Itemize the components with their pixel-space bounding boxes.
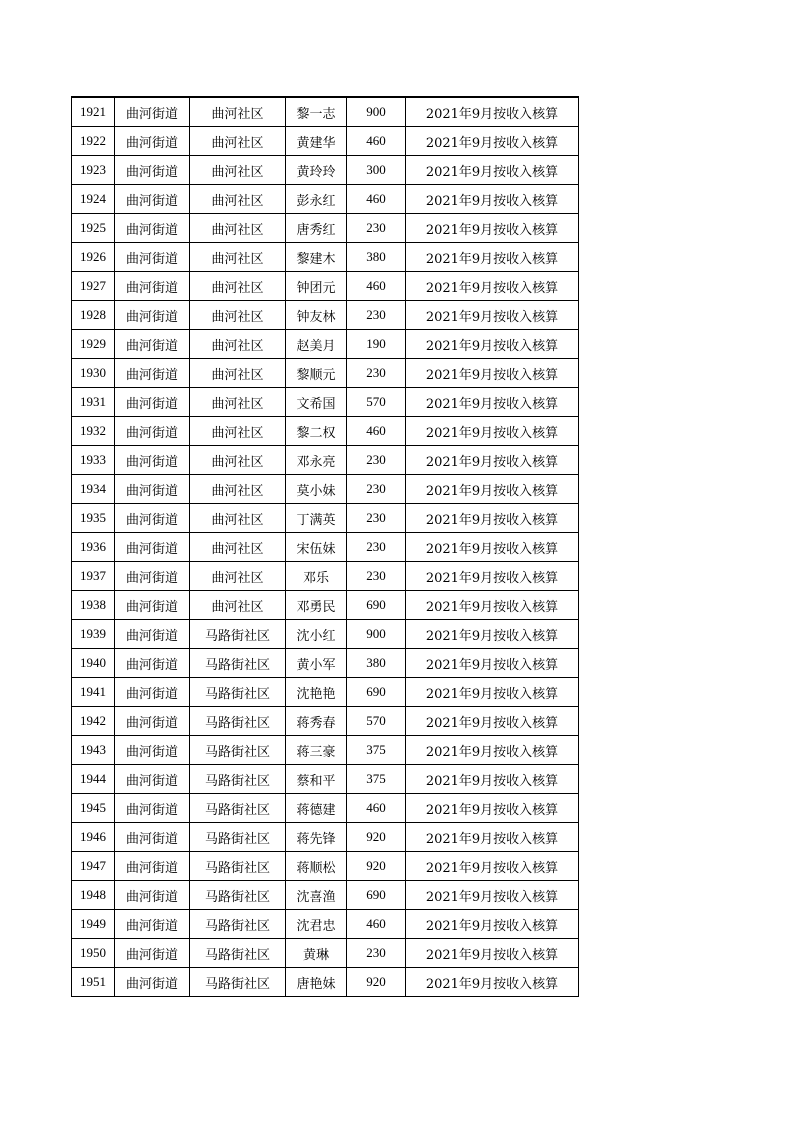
table-row (72, 823, 579, 852)
cell-name: 钟友林 (286, 301, 347, 330)
cell-street: 曲河街道 (115, 127, 190, 156)
table-row (72, 562, 579, 591)
cell-method: 2021年9月按收入核算 (406, 301, 579, 330)
cell-method: 2021年9月按收入核算 (406, 910, 579, 939)
cell-name: 文希国 (286, 388, 347, 417)
cell-method: 2021年9月按收入核算 (406, 649, 579, 678)
cell-method: 2021年9月按收入核算 (406, 127, 579, 156)
cell-id: 1937 (72, 562, 115, 591)
cell-community: 曲河社区 (190, 533, 286, 562)
cell-community: 曲河社区 (190, 591, 286, 620)
cell-method: 2021年9月按收入核算 (406, 939, 579, 968)
cell-street: 曲河街道 (115, 707, 190, 736)
cell-id: 1932 (72, 417, 115, 446)
cell-community: 马路街社区 (190, 620, 286, 649)
table-row (72, 330, 579, 359)
cell-amount: 570 (347, 388, 406, 417)
cell-id: 1927 (72, 272, 115, 301)
cell-amount: 190 (347, 330, 406, 359)
table-row (72, 97, 579, 127)
table-row (72, 533, 579, 562)
table-row (72, 156, 579, 185)
cell-community: 马路街社区 (190, 794, 286, 823)
cell-street: 曲河街道 (115, 359, 190, 388)
table-row (72, 968, 579, 997)
cell-method: 2021年9月按收入核算 (406, 794, 579, 823)
cell-name: 莫小妹 (286, 475, 347, 504)
cell-amount: 230 (347, 504, 406, 533)
cell-id: 1947 (72, 852, 115, 881)
cell-amount: 380 (347, 243, 406, 272)
cell-community: 曲河社区 (190, 475, 286, 504)
cell-method: 2021年9月按收入核算 (406, 97, 579, 127)
cell-name: 蒋三豪 (286, 736, 347, 765)
cell-street: 曲河街道 (115, 504, 190, 533)
cell-street: 曲河街道 (115, 620, 190, 649)
cell-community: 曲河社区 (190, 330, 286, 359)
cell-street: 曲河街道 (115, 881, 190, 910)
cell-street: 曲河街道 (115, 243, 190, 272)
cell-amount: 375 (347, 736, 406, 765)
cell-street: 曲河街道 (115, 765, 190, 794)
cell-community: 马路街社区 (190, 910, 286, 939)
cell-method: 2021年9月按收入核算 (406, 417, 579, 446)
table-row (72, 794, 579, 823)
table-row (72, 678, 579, 707)
cell-community: 马路街社区 (190, 939, 286, 968)
table-row (72, 504, 579, 533)
cell-street: 曲河街道 (115, 97, 190, 127)
cell-street: 曲河街道 (115, 736, 190, 765)
cell-id: 1922 (72, 127, 115, 156)
cell-community: 曲河社区 (190, 127, 286, 156)
cell-method: 2021年9月按收入核算 (406, 156, 579, 185)
cell-amount: 570 (347, 707, 406, 736)
cell-street: 曲河街道 (115, 185, 190, 214)
cell-name: 黄建华 (286, 127, 347, 156)
cell-method: 2021年9月按收入核算 (406, 881, 579, 910)
cell-name: 黎顺元 (286, 359, 347, 388)
cell-method: 2021年9月按收入核算 (406, 359, 579, 388)
table-row (72, 417, 579, 446)
cell-community: 马路街社区 (190, 649, 286, 678)
cell-id: 1938 (72, 591, 115, 620)
table-row (72, 243, 579, 272)
cell-community: 曲河社区 (190, 446, 286, 475)
cell-community: 曲河社区 (190, 272, 286, 301)
cell-name: 蒋顺松 (286, 852, 347, 881)
cell-name: 邓乐 (286, 562, 347, 591)
cell-street: 曲河街道 (115, 446, 190, 475)
cell-community: 马路街社区 (190, 707, 286, 736)
table-row (72, 707, 579, 736)
cell-id: 1930 (72, 359, 115, 388)
table-row (72, 185, 579, 214)
cell-street: 曲河街道 (115, 562, 190, 591)
table-row (72, 620, 579, 649)
cell-amount: 375 (347, 765, 406, 794)
cell-street: 曲河街道 (115, 533, 190, 562)
cell-id: 1945 (72, 794, 115, 823)
cell-community: 马路街社区 (190, 736, 286, 765)
table-row (72, 388, 579, 417)
cell-method: 2021年9月按收入核算 (406, 272, 579, 301)
cell-amount: 900 (347, 97, 406, 127)
cell-id: 1936 (72, 533, 115, 562)
table-row (72, 765, 579, 794)
cell-method: 2021年9月按收入核算 (406, 562, 579, 591)
cell-name: 唐秀红 (286, 214, 347, 243)
cell-id: 1931 (72, 388, 115, 417)
cell-street: 曲河街道 (115, 591, 190, 620)
table-body (72, 97, 579, 997)
cell-amount: 900 (347, 620, 406, 649)
cell-community: 马路街社区 (190, 881, 286, 910)
table-row (72, 649, 579, 678)
cell-id: 1924 (72, 185, 115, 214)
cell-id: 1948 (72, 881, 115, 910)
cell-amount: 230 (347, 475, 406, 504)
cell-id: 1934 (72, 475, 115, 504)
cell-method: 2021年9月按收入核算 (406, 765, 579, 794)
cell-amount: 380 (347, 649, 406, 678)
cell-community: 马路街社区 (190, 678, 286, 707)
cell-method: 2021年9月按收入核算 (406, 678, 579, 707)
cell-name: 丁满英 (286, 504, 347, 533)
cell-method: 2021年9月按收入核算 (406, 707, 579, 736)
cell-community: 曲河社区 (190, 417, 286, 446)
cell-method: 2021年9月按收入核算 (406, 968, 579, 997)
cell-name: 黎建木 (286, 243, 347, 272)
cell-id: 1942 (72, 707, 115, 736)
cell-amount: 460 (347, 185, 406, 214)
table-row (72, 272, 579, 301)
table-row (72, 359, 579, 388)
cell-amount: 460 (347, 127, 406, 156)
cell-name: 沈君忠 (286, 910, 347, 939)
table-row (72, 475, 579, 504)
cell-street: 曲河街道 (115, 939, 190, 968)
cell-community: 马路街社区 (190, 852, 286, 881)
table-row (72, 881, 579, 910)
cell-community: 马路街社区 (190, 823, 286, 852)
cell-method: 2021年9月按收入核算 (406, 823, 579, 852)
cell-street: 曲河街道 (115, 272, 190, 301)
cell-name: 蒋德建 (286, 794, 347, 823)
cell-street: 曲河街道 (115, 852, 190, 881)
cell-community: 曲河社区 (190, 388, 286, 417)
cell-id: 1950 (72, 939, 115, 968)
cell-name: 彭永红 (286, 185, 347, 214)
cell-id: 1921 (72, 97, 115, 127)
cell-community: 曲河社区 (190, 562, 286, 591)
cell-id: 1941 (72, 678, 115, 707)
table-row (72, 852, 579, 881)
cell-id: 1940 (72, 649, 115, 678)
cell-name: 唐艳妹 (286, 968, 347, 997)
cell-street: 曲河街道 (115, 417, 190, 446)
cell-name: 蔡和平 (286, 765, 347, 794)
cell-amount: 230 (347, 939, 406, 968)
cell-community: 马路街社区 (190, 968, 286, 997)
cell-method: 2021年9月按收入核算 (406, 330, 579, 359)
cell-method: 2021年9月按收入核算 (406, 446, 579, 475)
cell-amount: 920 (347, 852, 406, 881)
cell-id: 1935 (72, 504, 115, 533)
cell-method: 2021年9月按收入核算 (406, 591, 579, 620)
cell-name: 钟团元 (286, 272, 347, 301)
cell-street: 曲河街道 (115, 388, 190, 417)
cell-method: 2021年9月按收入核算 (406, 620, 579, 649)
cell-community: 曲河社区 (190, 301, 286, 330)
cell-street: 曲河街道 (115, 156, 190, 185)
cell-amount: 690 (347, 881, 406, 910)
table-row (72, 591, 579, 620)
cell-id: 1926 (72, 243, 115, 272)
cell-id: 1951 (72, 968, 115, 997)
cell-method: 2021年9月按收入核算 (406, 504, 579, 533)
cell-id: 1929 (72, 330, 115, 359)
cell-id: 1933 (72, 446, 115, 475)
cell-community: 曲河社区 (190, 243, 286, 272)
cell-method: 2021年9月按收入核算 (406, 852, 579, 881)
cell-method: 2021年9月按收入核算 (406, 214, 579, 243)
cell-method: 2021年9月按收入核算 (406, 185, 579, 214)
table-row (72, 939, 579, 968)
cell-community: 曲河社区 (190, 214, 286, 243)
cell-amount: 690 (347, 591, 406, 620)
cell-street: 曲河街道 (115, 794, 190, 823)
table-row (72, 214, 579, 243)
cell-community: 曲河社区 (190, 156, 286, 185)
table-row (72, 446, 579, 475)
cell-name: 沈艳艳 (286, 678, 347, 707)
cell-street: 曲河街道 (115, 301, 190, 330)
cell-method: 2021年9月按收入核算 (406, 533, 579, 562)
cell-name: 黄玲玲 (286, 156, 347, 185)
table-row (72, 301, 579, 330)
cell-amount: 460 (347, 910, 406, 939)
cell-name: 黄小军 (286, 649, 347, 678)
cell-name: 黎一志 (286, 97, 347, 127)
cell-street: 曲河街道 (115, 475, 190, 504)
table-row (72, 736, 579, 765)
cell-community: 曲河社区 (190, 185, 286, 214)
cell-id: 1949 (72, 910, 115, 939)
cell-id: 1944 (72, 765, 115, 794)
cell-name: 宋伍妹 (286, 533, 347, 562)
cell-amount: 230 (347, 359, 406, 388)
cell-id: 1923 (72, 156, 115, 185)
cell-street: 曲河街道 (115, 678, 190, 707)
cell-community: 曲河社区 (190, 359, 286, 388)
cell-amount: 690 (347, 678, 406, 707)
cell-street: 曲河街道 (115, 649, 190, 678)
cell-id: 1928 (72, 301, 115, 330)
cell-id: 1943 (72, 736, 115, 765)
cell-id: 1946 (72, 823, 115, 852)
cell-amount: 230 (347, 533, 406, 562)
cell-method: 2021年9月按收入核算 (406, 475, 579, 504)
cell-amount: 230 (347, 214, 406, 243)
cell-street: 曲河街道 (115, 330, 190, 359)
cell-name: 沈喜渔 (286, 881, 347, 910)
cell-method: 2021年9月按收入核算 (406, 388, 579, 417)
cell-name: 蒋先锋 (286, 823, 347, 852)
cell-amount: 920 (347, 823, 406, 852)
cell-amount: 300 (347, 156, 406, 185)
cell-street: 曲河街道 (115, 968, 190, 997)
cell-name: 蒋秀春 (286, 707, 347, 736)
cell-community: 马路街社区 (190, 765, 286, 794)
cell-id: 1925 (72, 214, 115, 243)
cell-name: 邓永亮 (286, 446, 347, 475)
cell-amount: 460 (347, 794, 406, 823)
cell-name: 邓勇民 (286, 591, 347, 620)
table-row (72, 910, 579, 939)
cell-amount: 920 (347, 968, 406, 997)
cell-amount: 230 (347, 446, 406, 475)
cell-street: 曲河街道 (115, 214, 190, 243)
cell-name: 黄琳 (286, 939, 347, 968)
cell-id: 1939 (72, 620, 115, 649)
cell-name: 黎二权 (286, 417, 347, 446)
cell-street: 曲河街道 (115, 823, 190, 852)
cell-method: 2021年9月按收入核算 (406, 243, 579, 272)
cell-name: 沈小红 (286, 620, 347, 649)
cell-amount: 230 (347, 562, 406, 591)
cell-amount: 460 (347, 417, 406, 446)
cell-street: 曲河街道 (115, 910, 190, 939)
table-row (72, 127, 579, 156)
cell-amount: 230 (347, 301, 406, 330)
cell-amount: 460 (347, 272, 406, 301)
cell-community: 曲河社区 (190, 97, 286, 127)
data-table (71, 96, 579, 997)
cell-community: 曲河社区 (190, 504, 286, 533)
cell-method: 2021年9月按收入核算 (406, 736, 579, 765)
cell-name: 赵美月 (286, 330, 347, 359)
